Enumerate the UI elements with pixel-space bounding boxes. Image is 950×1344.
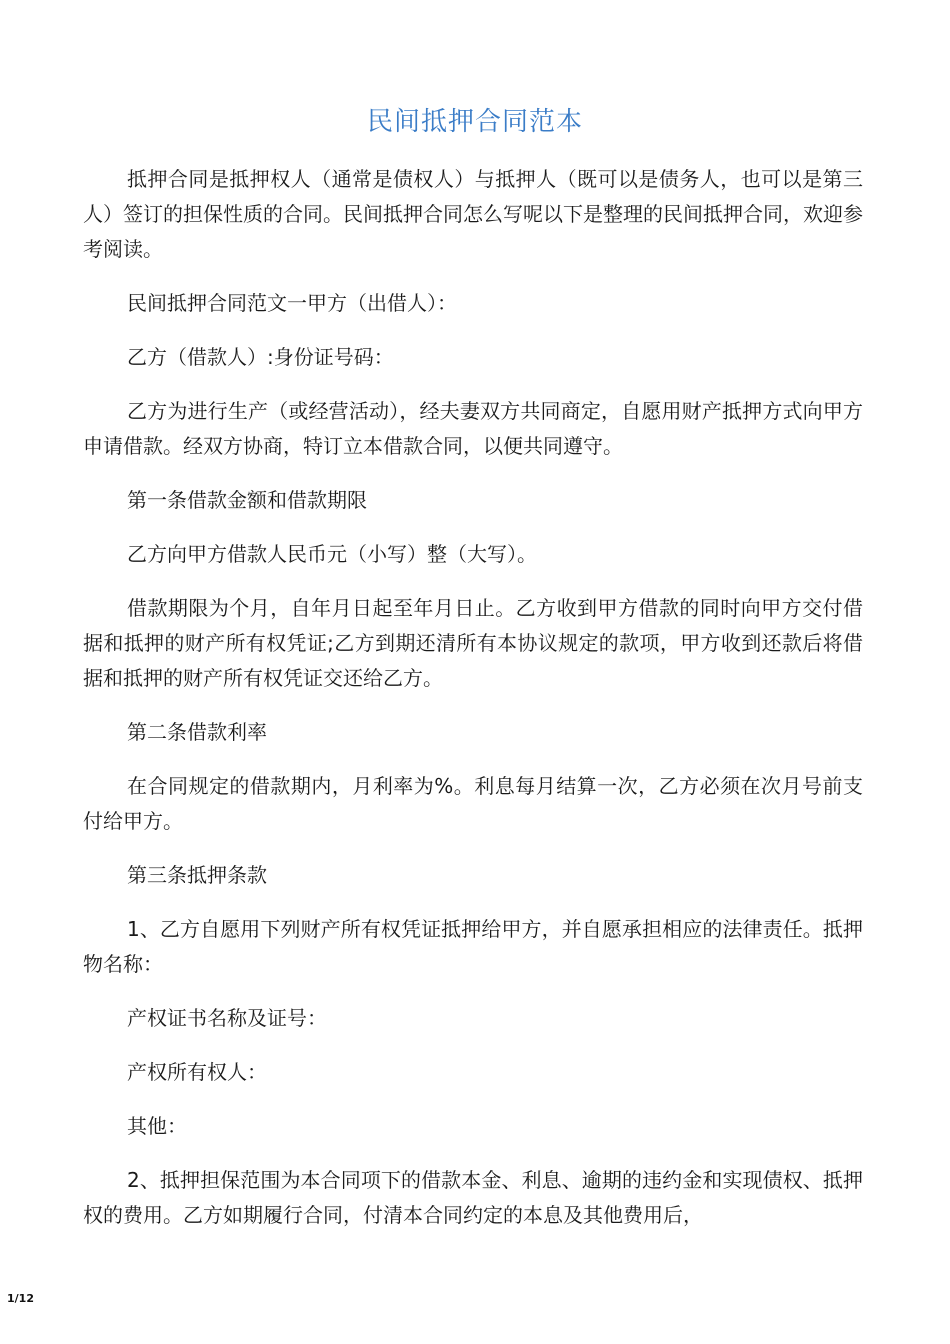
paragraph-other: 其他： xyxy=(127,1114,187,1138)
paragraph-article-3-heading: 第三条抵押条款 xyxy=(127,863,267,887)
paragraph-article-2-heading: 第二条借款利率 xyxy=(127,720,267,744)
paragraph-owner: 产权所有权人： xyxy=(127,1060,267,1084)
document-body xyxy=(83,162,863,1233)
paragraph-collateral: 1、乙方自愿用下列财产所有权凭证抵押给甲方，并自愿承担相应的法律责任。抵押物名称： xyxy=(83,917,863,976)
paragraph-intro: 抵押合同是抵押权人（通常是债权人）与抵押人（既可以是债务人，也可以是第三人）签订的担保性质的合同。民间抵押合同怎么写呢以下是整理的民间抵押合同，欢迎参考阅读。 xyxy=(83,167,863,261)
paragraph-loan-amount: 乙方向甲方借款人民币元（小写）整（大写）。 xyxy=(127,542,537,566)
paragraph-article-1-heading: 第一条借款金额和借款期限 xyxy=(127,488,367,512)
page-number: 1/12 xyxy=(7,1292,34,1305)
paragraph-party-b: 乙方（借款人）:身份证号码： xyxy=(127,345,394,369)
paragraph-certificate: 产权证书名称及证号： xyxy=(127,1006,327,1030)
paragraph-interest-rate: 在合同规定的借款期内，月利率为%。利息每月结算一次，乙方必须在次月号前支付给甲方。 xyxy=(83,774,863,833)
paragraph-loan-term: 借款期限为个月，自年月日起至年月日止。乙方收到甲方借款的同时向甲方交付借据和抵押的财产所有权凭证;乙方到期还清所有本协议规定的款项，甲方收到还款后将借据和抵押的财产所有权凭证交还给乙方。 xyxy=(83,596,863,690)
document-title: 民间抵押合同范本 xyxy=(366,107,583,137)
paragraph-purpose: 乙方为进行生产（或经营活动），经夫妻双方共同商定，自愿用财产抵押方式向甲方申请借款。经双方协商，特订立本借款合同，以便共同遵守。 xyxy=(83,399,863,458)
paragraph-party-a: 民间抵押合同范文一甲方（出借人）： xyxy=(127,291,457,315)
paragraph-guarantee-scope: 2、抵押担保范围为本合同项下的借款本金、利息、逾期的违约金和实现债权、抵押权的费用。乙方如期履行合同，付清本合同约定的本息及其他费用后， xyxy=(83,1168,863,1227)
